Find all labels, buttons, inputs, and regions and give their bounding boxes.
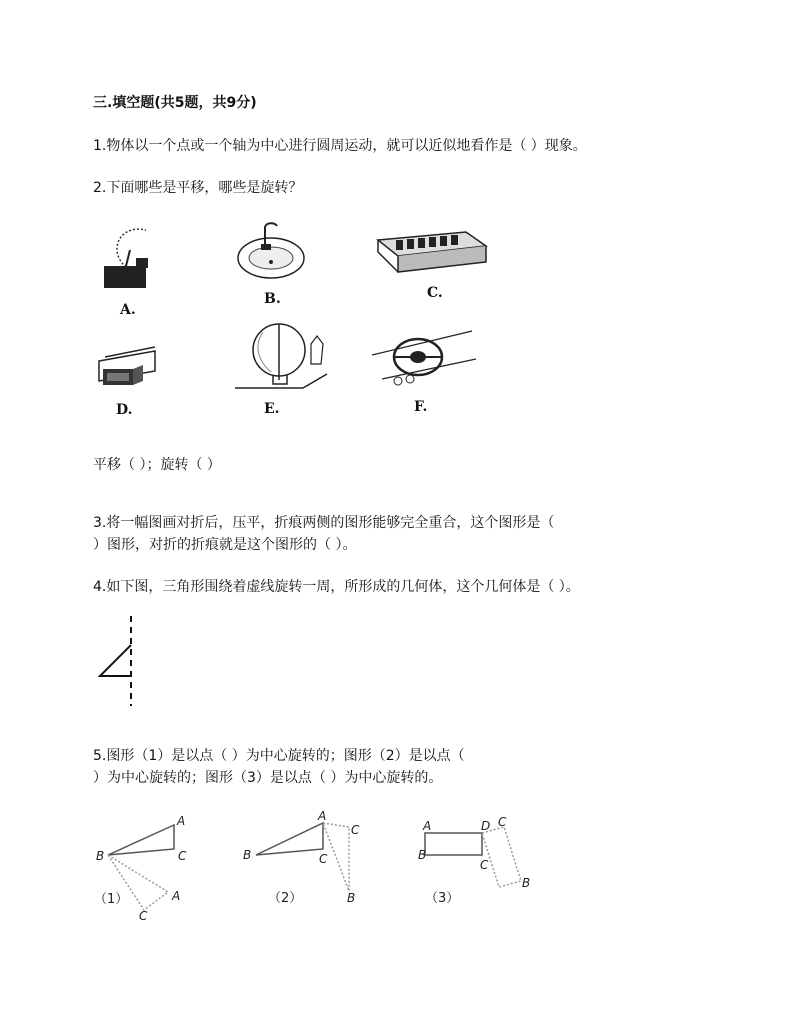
label-c: C — [319, 852, 328, 866]
caption-e: E. — [264, 401, 280, 417]
label-c-rotated: C — [351, 823, 360, 837]
figure-b-faucet — [235, 218, 310, 283]
caption-f: F. — [414, 399, 428, 415]
label-b: B — [418, 848, 427, 862]
figure-e-globe — [233, 322, 333, 392]
question-5-line-1: 5.图形（1）是以点（ ）为中心旋转的；图形（2）是以点（ — [93, 748, 465, 764]
label-b-rotated: B — [347, 891, 356, 905]
label-b: B — [243, 848, 252, 862]
label-d: D — [481, 819, 491, 833]
question-2-answer: 平移（ ）；旋转（ ） — [93, 457, 221, 473]
figure-triangle-axis — [95, 614, 140, 709]
label-a-rotated: A — [172, 889, 181, 903]
question-4: 4.如下图，三角形围绕着虚线旋转一周，所形成的几何体，这个几何体是（ ）。 — [93, 579, 580, 595]
question-2: 2.下面哪些是平移，哪些是旋转？ — [93, 180, 303, 196]
figure-a-swing — [100, 222, 160, 292]
label-c-rotated: C — [498, 815, 507, 829]
figure-number-2: （2） — [268, 891, 303, 906]
label-b: B — [96, 849, 105, 863]
figure-f-steering-wheel — [368, 329, 478, 391]
label-b-rotated: B — [522, 876, 531, 890]
question-3-line-1: 3.将一幅图画对折后，压平，折痕两侧的图形能够完全重合，这个图形是（ — [93, 515, 555, 531]
figure-rotation-3 — [415, 806, 540, 926]
figure-rotation-1 — [92, 808, 212, 928]
figure-number-3: （3） — [425, 891, 460, 906]
label-c: C — [480, 858, 489, 872]
caption-d: D. — [116, 402, 133, 418]
caption-a: A. — [120, 302, 136, 318]
caption-c: C. — [427, 285, 443, 301]
figure-c-keyboard — [372, 222, 490, 277]
figure-d-drawer — [95, 345, 160, 395]
question-1: 1.物体以一个点或一个轴为中心进行圆周运动，就可以近似地看作是（ ）现象。 — [93, 138, 587, 154]
section-title: 三.填空题(共5题，共9分) — [93, 95, 257, 111]
figure-rotation-2 — [238, 806, 363, 926]
label-c: C — [178, 849, 187, 863]
question-5-line-2: ）为中心旋转的；图形（3）是以点（ ）为中心旋转的。 — [93, 770, 443, 786]
question-3-line-2: ）图形，对折的折痕就是这个图形的（ ）。 — [93, 537, 357, 553]
label-a: A — [177, 814, 186, 828]
caption-b: B. — [264, 291, 281, 307]
figure-number-1: （1） — [94, 892, 129, 907]
label-c-rotated: C — [139, 909, 148, 923]
label-a: A — [423, 819, 432, 833]
label-a: A — [318, 809, 327, 823]
